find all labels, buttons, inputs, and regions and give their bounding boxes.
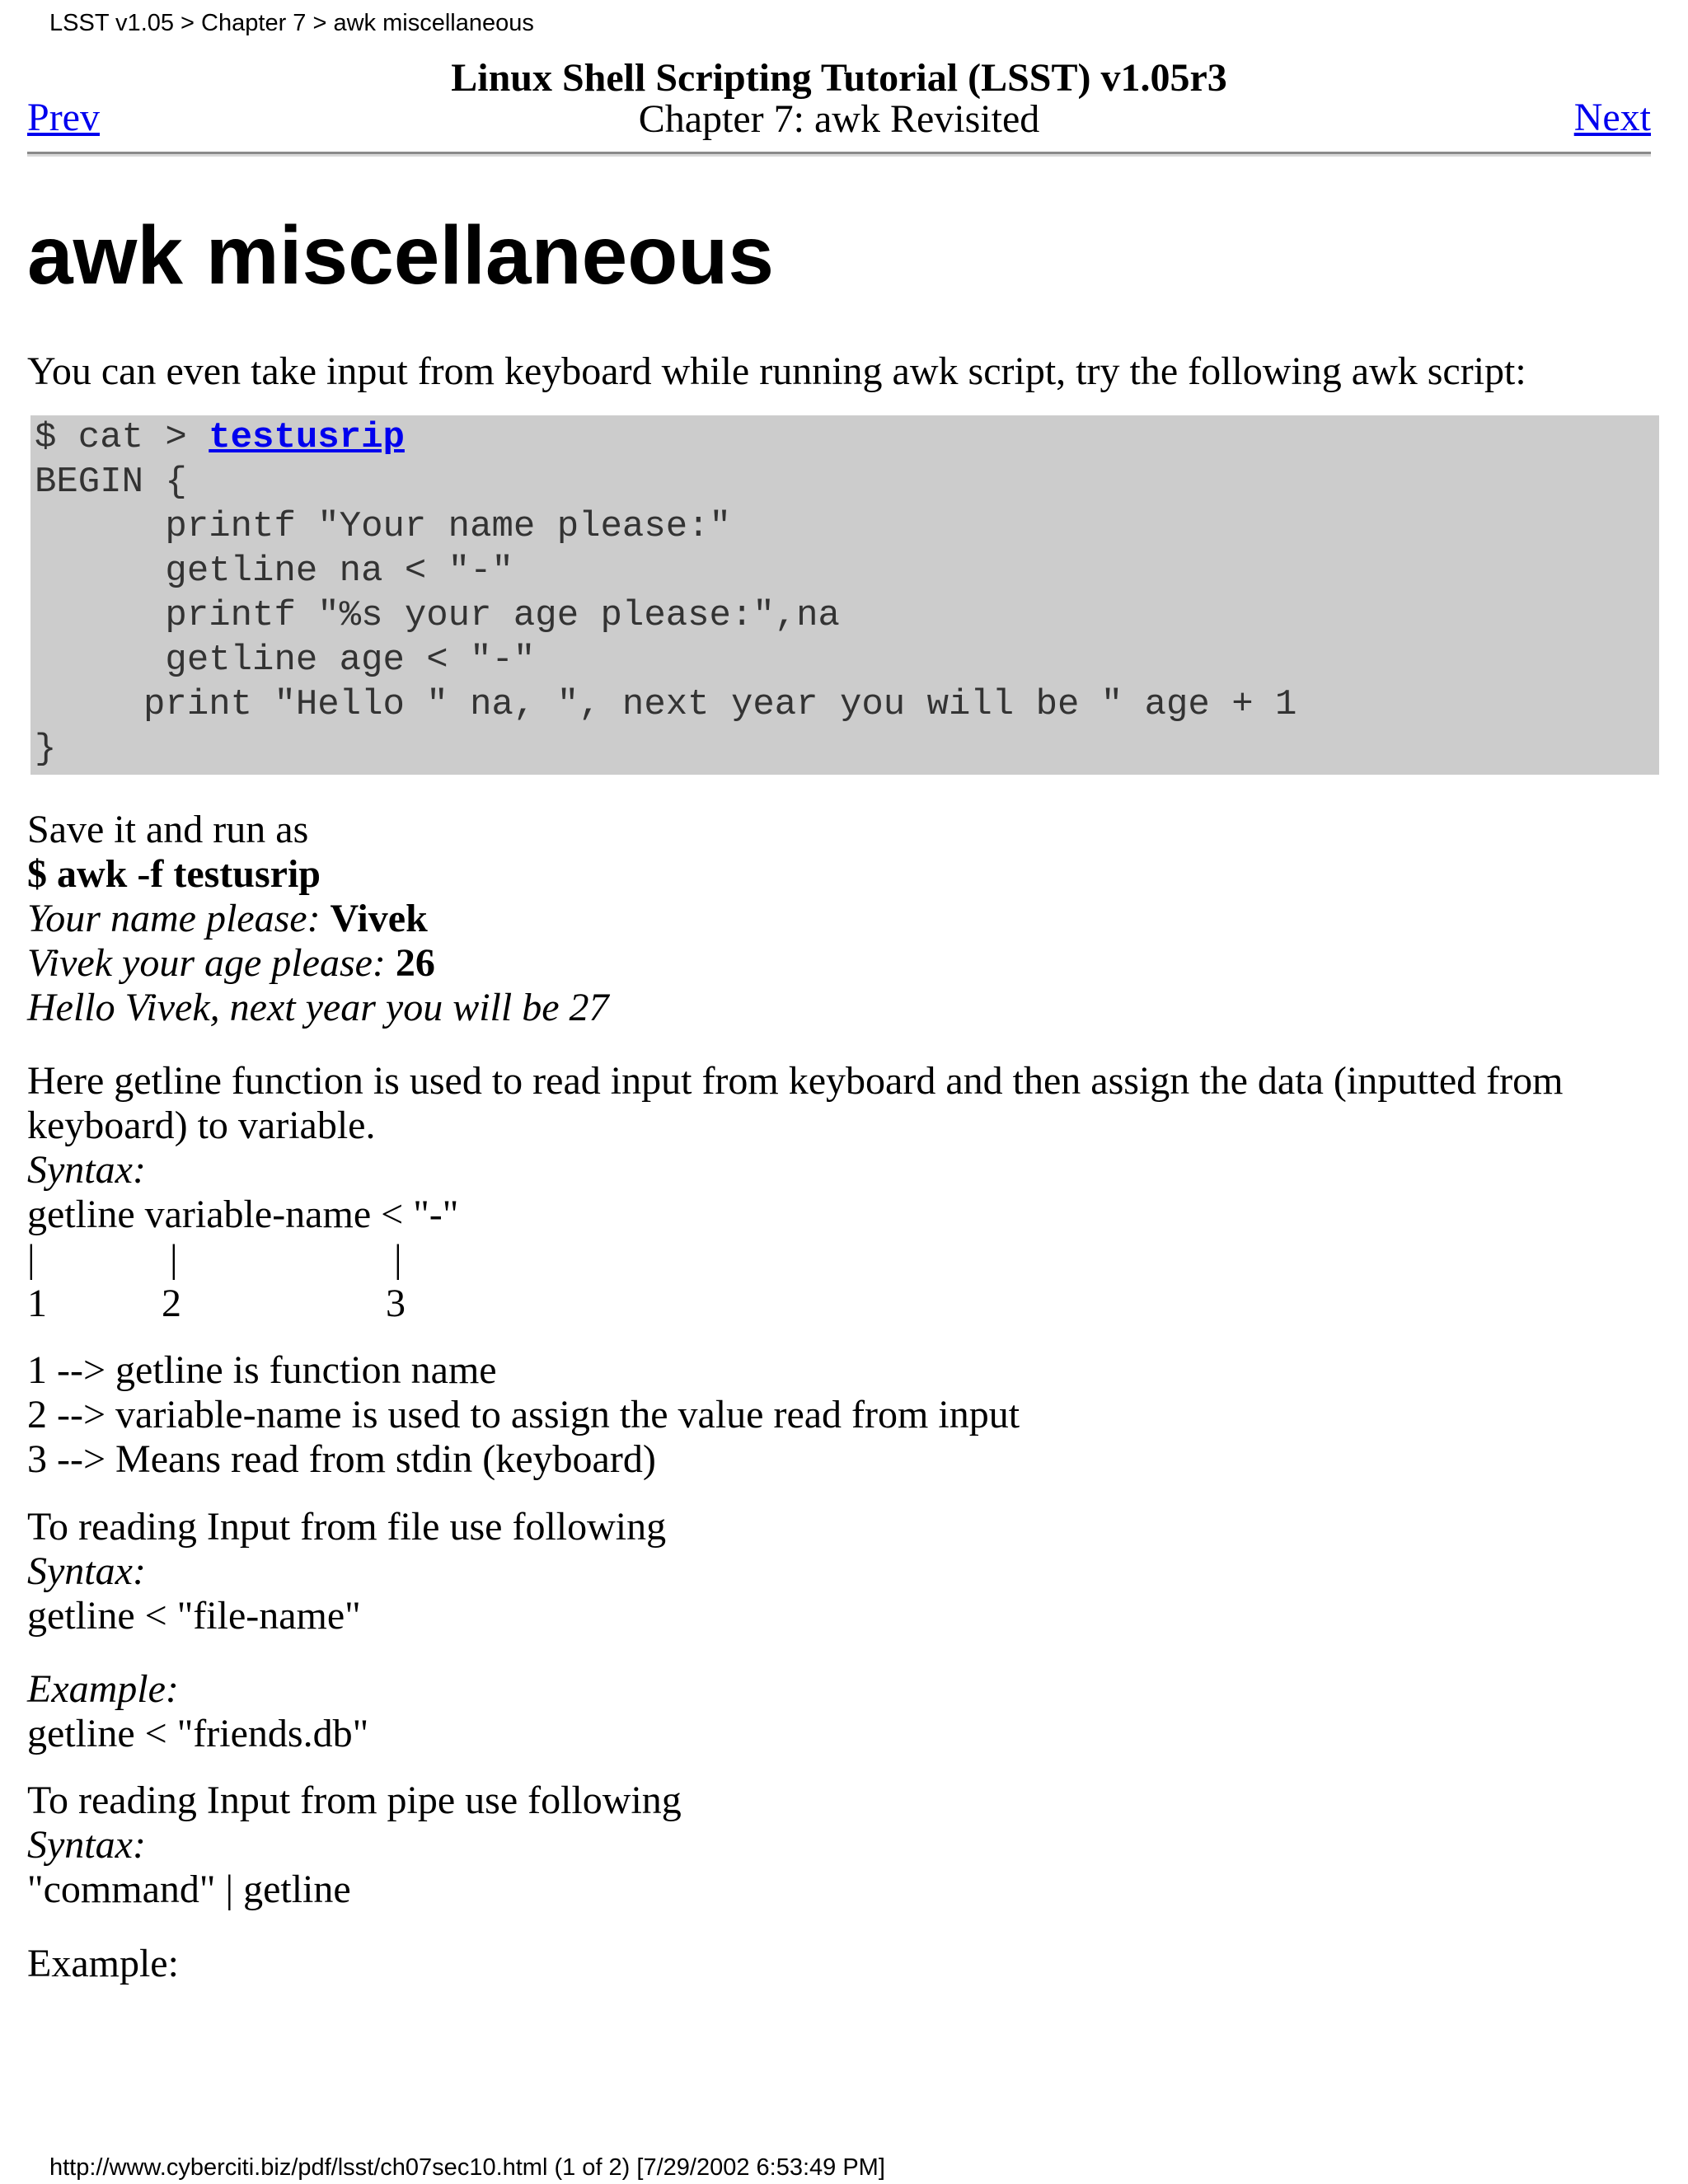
syntax-number: 2 bbox=[162, 1282, 181, 1325]
code-line bbox=[35, 415, 1659, 460]
prompt-line-1 bbox=[27, 897, 609, 941]
header-divider bbox=[27, 152, 1651, 157]
example-text: getline < "friends.db" bbox=[27, 1712, 369, 1755]
syntax-marker: | bbox=[27, 1237, 35, 1281]
syntax-notes bbox=[27, 1348, 1020, 1482]
note-line: 2 --> variable-name is used to assign the value read from input bbox=[27, 1393, 1020, 1436]
page-title: awk miscellaneous bbox=[27, 209, 775, 302]
note-line: 1 --> getline is function name bbox=[27, 1348, 497, 1392]
code-line: printf "%s your age please:",na bbox=[35, 595, 840, 636]
user-answer: Vivek bbox=[330, 897, 428, 940]
prompt-text: Your name please: bbox=[27, 897, 331, 940]
syntax-label: Syntax: bbox=[27, 1549, 146, 1593]
syntax-text: getline < "file-name" bbox=[27, 1594, 361, 1638]
file-input-intro: To reading Input from file use following bbox=[27, 1505, 667, 1549]
code-line: print "Hello " na, ", next year you will be " age + 1 bbox=[35, 684, 1297, 725]
prompt-line-2 bbox=[27, 941, 609, 986]
getline-explanation bbox=[27, 1059, 1651, 1148]
run-command: $ awk -f testusrip bbox=[27, 852, 321, 896]
syntax-number: 1 bbox=[27, 1282, 47, 1325]
run-example bbox=[27, 808, 609, 1030]
prev-link[interactable]: Prev bbox=[27, 96, 100, 139]
code-block bbox=[30, 415, 1659, 775]
syntax-section bbox=[27, 1148, 458, 1237]
syntax-label: Syntax: bbox=[27, 1823, 146, 1867]
program-output: Hello Vivek, next year you will be 27 bbox=[27, 986, 609, 1029]
syntax-label: Syntax: bbox=[27, 1148, 146, 1192]
syntax-marker: | bbox=[170, 1237, 178, 1281]
testusrip-link[interactable]: testusrip bbox=[209, 417, 405, 458]
navigation-header bbox=[27, 53, 1651, 142]
user-answer: 26 bbox=[395, 941, 435, 985]
file-input-section bbox=[27, 1505, 666, 1638]
note-line: 3 --> Means read from stdin (keyboard) bbox=[27, 1437, 656, 1481]
code-line: getline age < "-" bbox=[35, 640, 536, 681]
explanation-paragraph: Here getline function is used to read input from keyboard and then assign the data (inputted from keyboard) to variable. bbox=[27, 1059, 1564, 1147]
code-line: getline na < "-" bbox=[35, 551, 513, 592]
code-line: BEGIN { bbox=[35, 462, 187, 503]
syntax-text: "command" | getline bbox=[27, 1868, 351, 1911]
print-header: LSST v1.05 > Chapter 7 > awk miscellaneous bbox=[49, 10, 534, 36]
code-line: printf "Your name please:" bbox=[35, 506, 731, 547]
pipe-input-intro: To reading Input from pipe use following bbox=[27, 1779, 682, 1822]
code-line: } bbox=[35, 729, 57, 770]
syntax-marker: | bbox=[394, 1237, 402, 1281]
save-instruction: Save it and run as bbox=[27, 808, 309, 851]
pipe-example-label: Example: bbox=[27, 1942, 179, 1985]
code-prompt: $ cat > bbox=[35, 417, 209, 458]
tutorial-title: Linux Shell Scripting Tutorial (LSST) v1.05r3 bbox=[451, 56, 1227, 100]
syntax-text: getline variable-name < "-" bbox=[27, 1193, 459, 1236]
pipe-input-section bbox=[27, 1779, 682, 1912]
print-footer: http://www.cyberciti.biz/pdf/lsst/ch07sec10.html (1 of 2) [7/29/2002 6:53:49 PM] bbox=[49, 2154, 885, 2181]
file-input-example bbox=[27, 1667, 368, 1756]
syntax-number: 3 bbox=[386, 1282, 406, 1325]
example-label: Example: bbox=[27, 1667, 179, 1711]
intro-paragraph: You can even take input from keyboard while running awk script, try the following awk script: bbox=[27, 349, 1526, 393]
next-link[interactable]: Next bbox=[1573, 96, 1651, 139]
prompt-text: Vivek your age please: bbox=[27, 941, 396, 985]
chapter-title: Chapter 7: awk Revisited bbox=[638, 97, 1040, 141]
